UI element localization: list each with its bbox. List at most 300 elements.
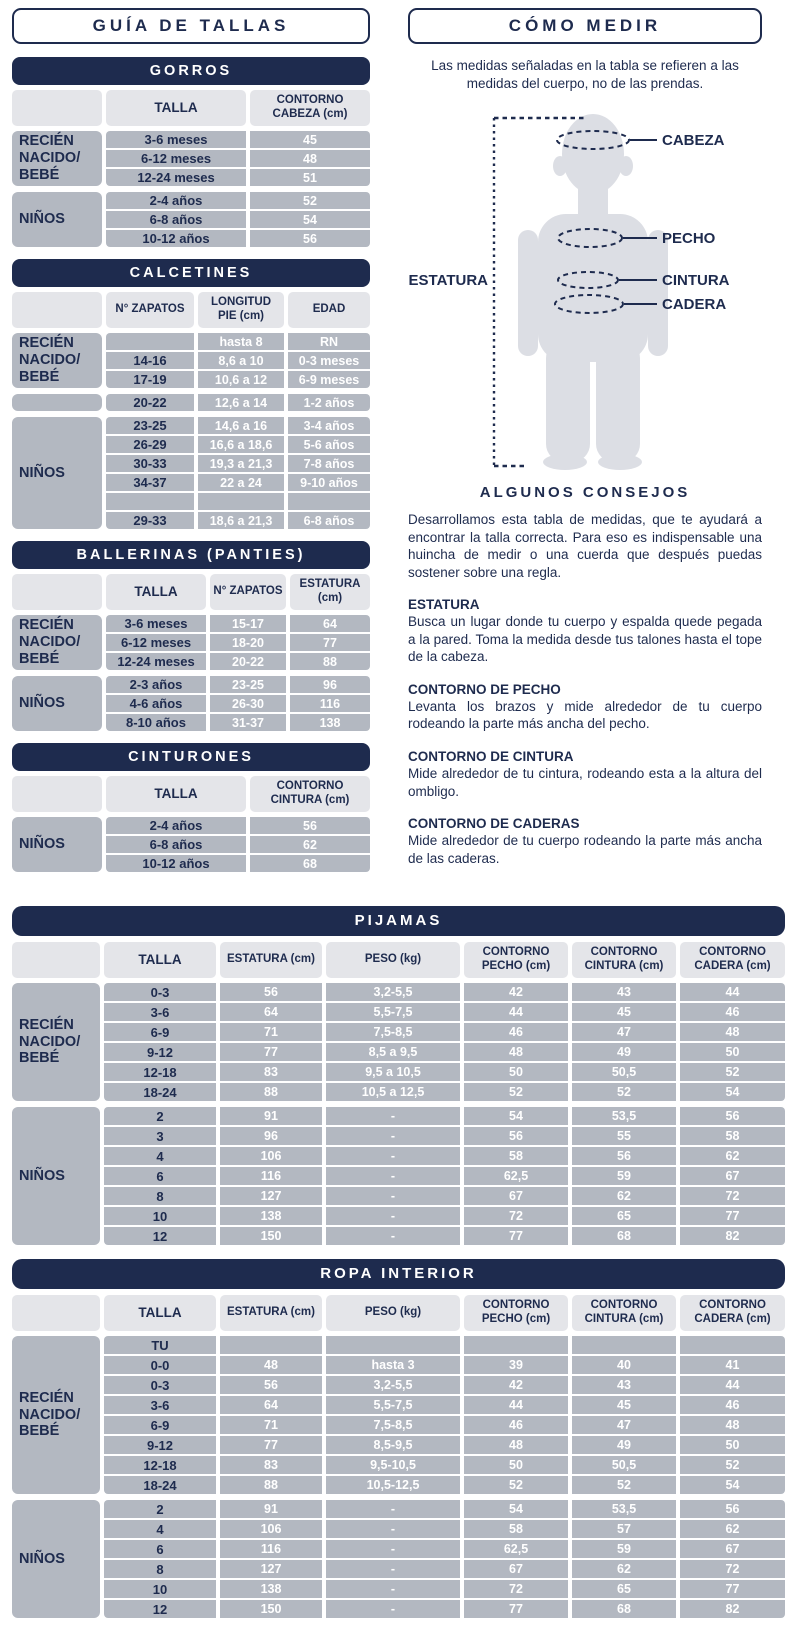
table-title: PIJAMAS — [12, 906, 785, 936]
table-cell: 56 — [680, 1500, 785, 1518]
row-group-label: NIÑOS — [12, 417, 102, 529]
table-cell: 44 — [680, 1376, 785, 1394]
table-row — [106, 352, 370, 369]
table-row — [106, 653, 370, 670]
table-cell: 150 — [220, 1600, 322, 1618]
cinturones-table — [12, 743, 370, 872]
row-group-rows — [106, 394, 370, 411]
table-cell: 83 — [220, 1063, 322, 1081]
row-group-rows — [106, 417, 370, 529]
table-cell: 53,5 — [572, 1107, 676, 1125]
table-cell: 68 — [572, 1227, 676, 1245]
table-cell: - — [326, 1167, 460, 1185]
gorros-table — [12, 57, 370, 247]
table-cell: 138 — [220, 1207, 322, 1225]
child-silhouette — [518, 114, 668, 470]
table-cell: 2 — [104, 1500, 216, 1518]
table-cell: 9-12 — [104, 1043, 216, 1061]
table-cell: 12-24 meses — [106, 653, 206, 670]
table-cell: 30-33 — [106, 455, 194, 472]
contorno-caderas-title: CONTORNO DE CADERAS — [408, 816, 580, 832]
table-cell — [198, 493, 284, 510]
table-row — [104, 1003, 785, 1021]
table-cell: 12,6 a 14 — [198, 394, 284, 411]
table-cell: 48 — [464, 1436, 568, 1454]
top-columns — [12, 8, 800, 884]
table-cell: 39 — [464, 1356, 568, 1374]
column-header: CONTORNO CINTURA (cm) — [572, 1295, 676, 1331]
table-cell — [106, 493, 194, 510]
table-cell: - — [326, 1147, 460, 1165]
table-cell: 72 — [680, 1187, 785, 1205]
table-cell: 62 — [572, 1560, 676, 1578]
table-row — [104, 1520, 785, 1538]
table-cell: 9,5-10,5 — [326, 1456, 460, 1474]
table-cell: 51 — [250, 169, 370, 186]
column-header: ESTATURA (cm) — [290, 574, 370, 610]
column-header: TALLA — [106, 574, 206, 610]
table-cell: 8 — [104, 1187, 216, 1205]
estatura-section — [408, 597, 762, 666]
table-cell: 10 — [104, 1580, 216, 1598]
table-cell: 8,6 a 10 — [198, 352, 284, 369]
table-cell — [326, 1336, 460, 1354]
row-group — [12, 615, 370, 670]
row-group — [12, 1500, 785, 1618]
table-cell: 0-3 — [104, 1376, 216, 1394]
row-group — [12, 817, 370, 872]
row-group-label: NIÑOS — [12, 817, 102, 872]
table-row — [104, 1560, 785, 1578]
row-group-label: RECIÉN NACIDO/ BEBÉ — [12, 131, 102, 186]
table-cell — [220, 1336, 322, 1354]
contorno-caderas-text: Mide alrededor de tu cuerpo rodeando la parte más ancha de las caderas. — [408, 833, 762, 866]
table-cell: 116 — [220, 1540, 322, 1558]
table-cell: 18-24 — [104, 1476, 216, 1494]
table-cell: 64 — [290, 615, 370, 632]
table-cell: 22 a 24 — [198, 474, 284, 491]
table-cell: 43 — [572, 983, 676, 1001]
how-to-measure-column — [408, 8, 762, 884]
table-cell: 48 — [250, 150, 370, 167]
table-cell: 48 — [680, 1416, 785, 1434]
table-cell: 9-12 — [104, 1436, 216, 1454]
table-cell: 82 — [680, 1600, 785, 1618]
table-cell: 57 — [572, 1520, 676, 1538]
table-cell: 64 — [220, 1003, 322, 1021]
table-cell: 12-18 — [104, 1456, 216, 1474]
column-header: CONTORNO CINTURA (cm) — [250, 776, 370, 812]
contorno-pecho-section — [408, 682, 762, 733]
table-cell: 20-22 — [210, 653, 286, 670]
header-spacer — [12, 90, 102, 126]
row-group-label — [12, 394, 102, 411]
ropa-interior-table — [12, 1259, 785, 1618]
row-group-label: NIÑOS — [12, 1500, 100, 1618]
table-cell: 10,5 a 12,5 — [326, 1083, 460, 1101]
table-cell: 14,6 a 16 — [198, 417, 284, 434]
table-cell: 52 — [572, 1083, 676, 1101]
table-cell: 77 — [220, 1436, 322, 1454]
table-cell: 96 — [290, 676, 370, 693]
table-cell: hasta 3 — [326, 1356, 460, 1374]
table-cell: 56 — [220, 1376, 322, 1394]
table-cell: 71 — [220, 1023, 322, 1041]
table-cell: 83 — [220, 1456, 322, 1474]
header-spacer — [12, 1295, 100, 1331]
table-cell: RN — [288, 333, 370, 350]
table-cell: 2 — [104, 1107, 216, 1125]
table-cell: 40 — [572, 1356, 676, 1374]
table-cell — [680, 1336, 785, 1354]
table-cell: 43 — [572, 1376, 676, 1394]
table-header-row — [12, 1295, 785, 1331]
row-group — [12, 1336, 785, 1494]
table-cell: 77 — [464, 1227, 568, 1245]
table-row — [104, 1356, 785, 1374]
table-cell: 18,6 a 21,3 — [198, 512, 284, 529]
table-row — [106, 417, 370, 434]
row-group — [12, 131, 370, 186]
table-cell: 72 — [464, 1207, 568, 1225]
table-cell: 23-25 — [210, 676, 286, 693]
estatura-label: ESTATURA — [408, 272, 488, 290]
table-row — [106, 211, 370, 228]
table-row — [106, 512, 370, 529]
table-row — [104, 1187, 785, 1205]
table-cell: 9,5 a 10,5 — [326, 1063, 460, 1081]
table-cell: 6-12 meses — [106, 150, 246, 167]
table-row — [104, 1227, 785, 1245]
column-header: CONTORNO CABEZA (cm) — [250, 90, 370, 126]
pecho-label: PECHO — [662, 230, 716, 248]
contorno-cintura-title: CONTORNO DE CINTURA — [408, 749, 574, 765]
table-cell: 7,5-8,5 — [326, 1023, 460, 1041]
table-title: BALLERINAS (PANTIES) — [12, 541, 370, 569]
row-group — [12, 192, 370, 247]
table-cell: 55 — [572, 1127, 676, 1145]
tips-text: Desarrollamos esta tabla de medidas, que te ayudará a encontrar la talla correcta. Para eso es indispensable una huincha de medir o una cuerda que después puedas sostener sobre una regla. — [408, 512, 762, 580]
table-cell: 6-8 años — [106, 836, 246, 853]
row-group-rows — [106, 817, 370, 872]
table-cell: 77 — [220, 1043, 322, 1061]
table-title: CALCETINES — [12, 259, 370, 287]
table-row — [104, 1167, 785, 1185]
table-cell: 44 — [680, 983, 785, 1001]
size-guide-title: GUÍA DE TALLAS — [12, 8, 370, 44]
table-cell: 3-6 — [104, 1003, 216, 1021]
table-cell: - — [326, 1600, 460, 1618]
table-row — [106, 855, 370, 872]
table-cell: 46 — [680, 1003, 785, 1021]
table-cell: 88 — [290, 653, 370, 670]
table-cell: 14-16 — [106, 352, 194, 369]
table-row — [104, 1396, 785, 1414]
table-row — [106, 333, 370, 350]
row-group-rows — [104, 1500, 785, 1618]
contorno-pecho-text: Levanta los brazos y mide alrededor de tu cuerpo rodeando la parte más ancha del pecho. — [408, 698, 762, 732]
table-cell: 3-6 — [104, 1396, 216, 1414]
table-row — [104, 983, 785, 1001]
table-cell: 56 — [220, 983, 322, 1001]
table-row — [106, 817, 370, 834]
table-header-row — [12, 574, 370, 610]
table-cell: 58 — [464, 1520, 568, 1538]
table-header-row — [12, 292, 370, 328]
table-cell: hasta 8 — [198, 333, 284, 350]
column-header: TALLA — [106, 776, 246, 812]
row-group-rows — [104, 983, 785, 1101]
table-cell — [572, 1336, 676, 1354]
column-header: PESO (kg) — [326, 1295, 460, 1331]
table-cell: 10,5-12,5 — [326, 1476, 460, 1494]
table-cell: - — [326, 1560, 460, 1578]
table-cell: 9-10 años — [288, 474, 370, 491]
table-cell: 56 — [572, 1147, 676, 1165]
table-cell: 67 — [464, 1560, 568, 1578]
table-cell: 54 — [680, 1083, 785, 1101]
column-header: LONGITUD PIE (cm) — [198, 292, 284, 328]
table-cell: 67 — [680, 1167, 785, 1185]
row-group — [12, 983, 785, 1101]
table-cell: 0-0 — [104, 1356, 216, 1374]
table-cell: 0-3 meses — [288, 352, 370, 369]
table-cell: 41 — [680, 1356, 785, 1374]
row-group-label: RECIÉN NACIDO/ BEBÉ — [12, 615, 102, 670]
table-cell: 65 — [572, 1207, 676, 1225]
table-row — [104, 1376, 785, 1394]
table-cell: 49 — [572, 1436, 676, 1454]
table-cell: 3-6 meses — [106, 615, 206, 632]
table-cell: 23-25 — [106, 417, 194, 434]
table-cell: 54 — [250, 211, 370, 228]
table-cell: 0-3 — [104, 983, 216, 1001]
row-group-rows — [104, 1107, 785, 1245]
table-row — [104, 1083, 785, 1101]
table-cell: 67 — [464, 1187, 568, 1205]
table-cell: 17-19 — [106, 371, 194, 388]
table-row — [106, 695, 370, 712]
table-cell: 47 — [572, 1416, 676, 1434]
table-cell: 44 — [464, 1003, 568, 1021]
table-row — [104, 1456, 785, 1474]
table-row — [104, 1500, 785, 1518]
table-row — [104, 1107, 785, 1125]
table-cell: 6 — [104, 1540, 216, 1558]
table-cell: 26-29 — [106, 436, 194, 453]
row-group-label: RECIÉN NACIDO/ BEBÉ — [12, 983, 100, 1101]
cintura-label: CINTURA — [662, 272, 730, 290]
table-cell: 12-24 meses — [106, 169, 246, 186]
table-row — [106, 455, 370, 472]
table-cell: 7,5-8,5 — [326, 1416, 460, 1434]
table-cell: 3-4 años — [288, 417, 370, 434]
table-cell: 77 — [680, 1580, 785, 1598]
table-row — [106, 714, 370, 731]
table-cell: 62 — [680, 1147, 785, 1165]
table-cell: 26-30 — [210, 695, 286, 712]
table-row — [104, 1207, 785, 1225]
table-row — [106, 230, 370, 247]
table-cell: 58 — [680, 1127, 785, 1145]
table-cell: 45 — [572, 1003, 676, 1021]
table-row — [106, 634, 370, 651]
table-row — [106, 150, 370, 167]
table-cell: 10,6 a 12 — [198, 371, 284, 388]
table-cell: 54 — [464, 1107, 568, 1125]
table-cell: 53,5 — [572, 1500, 676, 1518]
row-group — [12, 1107, 785, 1245]
table-cell: - — [326, 1227, 460, 1245]
table-cell: 62,5 — [464, 1540, 568, 1558]
table-cell: 48 — [220, 1356, 322, 1374]
table-cell: - — [326, 1107, 460, 1125]
row-group-label: NIÑOS — [12, 192, 102, 247]
measure-intro-text: Las medidas señaladas en la tabla se refieren a las medidas del cuerpo, no de las prendas. — [431, 58, 739, 91]
table-cell: 67 — [680, 1540, 785, 1558]
table-cell: 62 — [680, 1520, 785, 1538]
table-cell: 45 — [250, 131, 370, 148]
table-cell: 150 — [220, 1227, 322, 1245]
table-cell: 5,5-7,5 — [326, 1396, 460, 1414]
table-title: ROPA INTERIOR — [12, 1259, 785, 1289]
ballerinas-table — [12, 541, 370, 731]
column-header: CONTORNO CINTURA (cm) — [572, 942, 676, 978]
column-header: TALLA — [104, 942, 216, 978]
table-row — [106, 474, 370, 491]
table-cell: 116 — [290, 695, 370, 712]
table-cell: 52 — [680, 1063, 785, 1081]
table-cell: 72 — [680, 1560, 785, 1578]
table-cell: 62 — [572, 1187, 676, 1205]
table-row — [104, 1600, 785, 1618]
table-cell: - — [326, 1127, 460, 1145]
table-cell: 56 — [464, 1127, 568, 1145]
contorno-pecho-title: CONTORNO DE PECHO — [408, 681, 561, 697]
table-cell: 46 — [680, 1396, 785, 1414]
table-cell: 4-6 años — [106, 695, 206, 712]
table-row — [106, 394, 370, 411]
row-group-rows — [104, 1336, 785, 1494]
how-to-measure-title: CÓMO MEDIR — [408, 8, 762, 44]
table-cell: 71 — [220, 1416, 322, 1434]
table-row — [106, 493, 370, 510]
table-row — [106, 169, 370, 186]
contorno-cintura-text: Mide alrededor de tu cintura, rodeando esta a la altura del ombligo. — [408, 766, 762, 799]
table-title: CINTURONES — [12, 743, 370, 771]
table-cell: 46 — [464, 1416, 568, 1434]
table-cell: 4 — [104, 1520, 216, 1538]
table-cell: 16,6 a 18,6 — [198, 436, 284, 453]
table-cell: 91 — [220, 1500, 322, 1518]
table-cell: 8 — [104, 1560, 216, 1578]
column-header: TALLA — [104, 1295, 216, 1331]
table-row — [104, 1063, 785, 1081]
table-cell: 3,2-5,5 — [326, 1376, 460, 1394]
table-cell: 31-37 — [210, 714, 286, 731]
table-cell: 1-2 años — [288, 394, 370, 411]
table-cell: 56 — [250, 230, 370, 247]
column-header: CONTORNO CADERA (cm) — [680, 942, 785, 978]
pijamas-table — [12, 906, 785, 1245]
column-header: ESTATURA (cm) — [220, 942, 322, 978]
table-cell: 50,5 — [572, 1063, 676, 1081]
table-cell: 34-37 — [106, 474, 194, 491]
table-cell: 127 — [220, 1560, 322, 1578]
size-tables-column — [12, 8, 370, 884]
table-cell: TU — [104, 1336, 216, 1354]
header-spacer — [12, 292, 102, 328]
contorno-cintura-section — [408, 749, 762, 800]
calcetines-table — [12, 259, 370, 529]
table-cell: 62 — [250, 836, 370, 853]
table-cell: 18-24 — [104, 1083, 216, 1101]
table-cell: 56 — [680, 1107, 785, 1125]
table-cell: 6-8 años — [288, 512, 370, 529]
row-group — [12, 333, 370, 388]
row-group-rows — [106, 676, 370, 731]
table-cell: 6-9 — [104, 1416, 216, 1434]
table-cell: 58 — [464, 1147, 568, 1165]
table-cell: 18-20 — [210, 634, 286, 651]
table-row — [104, 1540, 785, 1558]
table-row — [104, 1416, 785, 1434]
table-cell: - — [326, 1500, 460, 1518]
table-cell: 50 — [680, 1043, 785, 1061]
table-cell: 68 — [250, 855, 370, 872]
table-cell: - — [326, 1580, 460, 1598]
table-cell: 91 — [220, 1107, 322, 1125]
table-cell: 46 — [464, 1023, 568, 1041]
table-row — [106, 371, 370, 388]
column-header: PESO (kg) — [326, 942, 460, 978]
table-cell: 62,5 — [464, 1167, 568, 1185]
table-cell: 10-12 años — [106, 855, 246, 872]
contorno-caderas-section — [408, 816, 762, 867]
row-group-label: NIÑOS — [12, 676, 102, 731]
estatura-section-text: Busca un lugar donde tu cuerpo y espalda quede pegada a la pared. Toma la medida desde tus talones hasta el tope de la cabeza. — [408, 614, 762, 665]
table-row — [106, 436, 370, 453]
table-cell — [464, 1336, 568, 1354]
table-cell: 3-6 meses — [106, 131, 246, 148]
table-cell: 59 — [572, 1167, 676, 1185]
table-cell: 3 — [104, 1127, 216, 1145]
column-header: N° ZAPATOS — [210, 574, 286, 610]
table-header-row — [12, 776, 370, 812]
table-cell: 68 — [572, 1600, 676, 1618]
table-cell: 48 — [680, 1023, 785, 1041]
table-cell: 52 — [464, 1083, 568, 1101]
table-cell: 88 — [220, 1476, 322, 1494]
row-group-rows — [106, 333, 370, 388]
table-cell: 52 — [464, 1476, 568, 1494]
table-cell: 54 — [464, 1500, 568, 1518]
table-cell: 29-33 — [106, 512, 194, 529]
table-cell: 59 — [572, 1540, 676, 1558]
table-row — [106, 615, 370, 632]
table-cell: 50 — [464, 1456, 568, 1474]
row-group-rows — [106, 192, 370, 247]
table-header-row — [12, 90, 370, 126]
table-cell: 2-4 años — [106, 817, 246, 834]
table-cell: 56 — [250, 817, 370, 834]
table-row — [104, 1127, 785, 1145]
table-cell: 10 — [104, 1207, 216, 1225]
table-cell: 8,5-9,5 — [326, 1436, 460, 1454]
table-cell: 42 — [464, 983, 568, 1001]
table-cell: 52 — [572, 1476, 676, 1494]
table-cell — [288, 493, 370, 510]
